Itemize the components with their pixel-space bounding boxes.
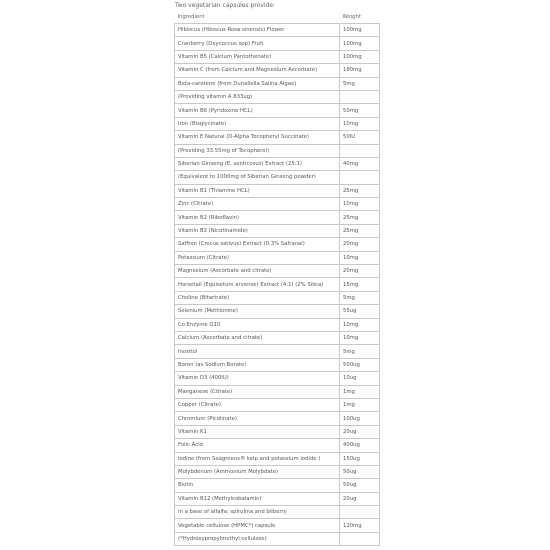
- table-row: [175, 519, 380, 532]
- ingredient-cell: Saffron (Crocus sativus) Extract (0.3% Safranal): [175, 238, 340, 251]
- ingredient-cell: Vitamin C (from Calcium and Magnesium Ascorbate): [175, 64, 340, 77]
- weight-cell: [340, 506, 380, 519]
- weight-cell: 100mg: [340, 50, 380, 63]
- table-row: [175, 50, 380, 63]
- weight-cell: 5mg: [340, 345, 380, 358]
- weight-cell: 10mg: [340, 251, 380, 264]
- table-row: [175, 398, 380, 411]
- ingredient-cell: Hibiscus (Hibiscus Rosa sinensis) Flower: [175, 24, 340, 37]
- ingredient-cell: Copper (Citrate): [175, 398, 340, 411]
- ingredients-table: [174, 11, 380, 546]
- table-row: [175, 157, 380, 170]
- weight-cell: 100mg: [340, 37, 380, 50]
- ingredient-cell: Vitamin B6 (Pyridoxine HCL): [175, 104, 340, 117]
- weight-cell: 25mg: [340, 184, 380, 197]
- ingredient-cell: Cranberry (Oxycoccus spp) Fruit: [175, 37, 340, 50]
- ingredient-cell: Magnesium (Ascorbate and citrate): [175, 265, 340, 278]
- table-row: [175, 117, 380, 130]
- weight-cell: 15mg: [340, 278, 380, 291]
- ingredient-cell: (Providing vitamin A 833ug): [175, 90, 340, 103]
- ingredient-cell: Beta-carotene (from Dunaliella Salina Algae): [175, 77, 340, 90]
- table-row: [175, 104, 380, 117]
- ingredient-cell: Vitamin K1: [175, 425, 340, 438]
- table-row: [175, 372, 380, 385]
- table-row: [175, 238, 380, 251]
- table-row: [175, 506, 380, 519]
- ingredient-cell: Manganese (Citrate): [175, 385, 340, 398]
- table-row: [175, 198, 380, 211]
- weight-cell: [340, 532, 380, 545]
- ingredient-cell: Boron (as Sodium Borate): [175, 358, 340, 371]
- table-row: [175, 77, 380, 90]
- ingredient-cell: Vegetable cellulose (HPMC*) capsule: [175, 519, 340, 532]
- ingredient-cell: Inositol: [175, 345, 340, 358]
- weight-cell: 180mg: [340, 64, 380, 77]
- table-row: [175, 412, 380, 425]
- weight-cell: 5mg: [340, 77, 380, 90]
- table-row: [175, 131, 380, 144]
- ingredient-cell: Vitamin B2 (Riboflavin): [175, 211, 340, 224]
- weight-cell: 50ug: [340, 465, 380, 478]
- table-row: [175, 358, 380, 371]
- ingredient-cell: Vitamin B5 (Calcium Pantothenate): [175, 50, 340, 63]
- ingredient-cell: Vitamin D3 (400IU): [175, 372, 340, 385]
- ingredient-cell: Potassium (Citrate): [175, 251, 340, 264]
- ingredient-cell: Folic Acid: [175, 439, 340, 452]
- ingredient-cell: (*Hydroxypropylmethyl cellulose): [175, 532, 340, 545]
- weight-cell: 500ug: [340, 358, 380, 371]
- table-row: [175, 385, 380, 398]
- weight-cell: 10mg: [340, 198, 380, 211]
- table-row: [175, 144, 380, 157]
- weight-cell: 50mg: [340, 104, 380, 117]
- weight-cell: 55ug: [340, 305, 380, 318]
- table-row: [175, 331, 380, 344]
- weight-cell: 20ug: [340, 425, 380, 438]
- weight-cell: 10mg: [340, 331, 380, 344]
- ingredient-cell: Iodine (from Seagreens® kelp and potassium iodide ): [175, 452, 340, 465]
- weight-cell: 25mg: [340, 224, 380, 237]
- ingredient-cell: (Equivalent to 1000mg of Siberian Ginseng powder): [175, 171, 340, 184]
- ingredient-cell: Vitamin E Natural (D-Alpha Tocopheryl Succinate): [175, 131, 340, 144]
- ingredient-cell: (Providing 33.55mg of Tocopherol): [175, 144, 340, 157]
- ingredient-cell: Vitamin B3 (Nicotinamide): [175, 224, 340, 237]
- weight-cell: 100ug: [340, 412, 380, 425]
- table-caption: Two vegetarian capsules provide:: [175, 2, 276, 9]
- weight-cell: 1mg: [340, 398, 380, 411]
- table-row: [175, 184, 380, 197]
- ingredient-cell: Zinc (Citrate): [175, 198, 340, 211]
- table-row: [175, 479, 380, 492]
- ingredients-panel: [174, 1, 379, 546]
- table-row: [175, 171, 380, 184]
- weight-cell: 120mg: [340, 519, 380, 532]
- table-row: [175, 265, 380, 278]
- table-header-row: [175, 11, 380, 24]
- table-row: [175, 90, 380, 103]
- table-row: [175, 251, 380, 264]
- ingredient-cell: Vitamin B1 (Thiamine HCL): [175, 184, 340, 197]
- ingredient-cell: Biotin: [175, 479, 340, 492]
- table-row: [175, 532, 380, 545]
- ingredient-cell: In a base of alfalfa, spirulina and bilberry: [175, 506, 340, 519]
- table-row: [175, 439, 380, 452]
- table-row: [175, 24, 380, 37]
- table-row: [175, 452, 380, 465]
- weight-cell: 5mg: [340, 291, 380, 304]
- table-row: [175, 318, 380, 331]
- column-header-weight: Weight: [340, 11, 380, 24]
- ingredient-cell: Chromium (Picolinate): [175, 412, 340, 425]
- table-row: [175, 278, 380, 291]
- table-row: [175, 37, 380, 50]
- ingredient-cell: Choline (Bitartrate): [175, 291, 340, 304]
- ingredient-cell: Siberian Ginseng (E. senticosus) Extract (25:1): [175, 157, 340, 170]
- weight-cell: 150ug: [340, 452, 380, 465]
- weight-cell: 50ug: [340, 479, 380, 492]
- weight-cell: 40mg: [340, 157, 380, 170]
- table-row: [175, 211, 380, 224]
- weight-cell: [340, 144, 380, 157]
- weight-cell: 20mg: [340, 238, 380, 251]
- weight-cell: 10ug: [340, 372, 380, 385]
- weight-cell: 20mg: [340, 265, 380, 278]
- ingredient-cell: Calcium (Ascorbate and citrate): [175, 331, 340, 344]
- table-body: [175, 24, 380, 546]
- weight-cell: 100mg: [340, 24, 380, 37]
- ingredient-cell: Horsetail (Equisetum arvense) Extract (4:1) (2% Silica): [175, 278, 340, 291]
- ingredient-cell: Vitamin B12 (Methylcobalamin): [175, 492, 340, 505]
- ingredient-cell: Co Enzyme Q10: [175, 318, 340, 331]
- weight-cell: 50IU: [340, 131, 380, 144]
- weight-cell: 25mg: [340, 211, 380, 224]
- ingredient-cell: Molybdenum (Ammonium Molybdate): [175, 465, 340, 478]
- weight-cell: 400ug: [340, 439, 380, 452]
- weight-cell: [340, 90, 380, 103]
- table-row: [175, 492, 380, 505]
- table-row: [175, 64, 380, 77]
- weight-cell: 20ug: [340, 492, 380, 505]
- table-row: [175, 224, 380, 237]
- table-row: [175, 345, 380, 358]
- weight-cell: 10mg: [340, 117, 380, 130]
- ingredient-cell: Selenium (Methionine): [175, 305, 340, 318]
- table-row: [175, 305, 380, 318]
- column-header-ingredient: Ingredient: [175, 11, 340, 24]
- table-row: [175, 465, 380, 478]
- weight-cell: 1mg: [340, 385, 380, 398]
- table-row: [175, 425, 380, 438]
- ingredient-cell: Iron (Bisglycinate): [175, 117, 340, 130]
- table-row: [175, 291, 380, 304]
- weight-cell: 10mg: [340, 318, 380, 331]
- weight-cell: [340, 171, 380, 184]
